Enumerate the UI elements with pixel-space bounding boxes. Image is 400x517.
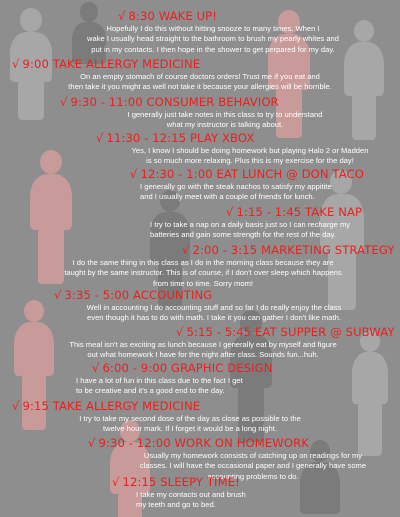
- schedule-text-allergy-evening: I try to take my second dose of the day as close as possible to the twelve hour mark. If I forget it would be a long night.: [79, 414, 301, 434]
- schedule-text-graphic-design: I have a lot of fun in this class due to the fact I get to be creative and it's a good end to the day.: [76, 376, 243, 396]
- checkmark-icon: √: [60, 95, 68, 109]
- schedule-text-supper: This meal isn't as exciting as lunch because I generally eat by myself and figure out what homework I have for the night after class. Sounds fun...huh.: [69, 340, 337, 360]
- checkmark-icon: √: [182, 243, 190, 257]
- schedule-heading-accounting: √ 3:35 - 5:00 ACCOUNTING: [54, 288, 213, 302]
- schedule-heading-graphic-design: √ 6:00 - 9:00 GRAPHIC DESIGN: [92, 361, 273, 375]
- schedule-heading-sleepy-time: √ 12:15 SLEEPY TIME!: [112, 475, 240, 489]
- checkmark-icon: √: [12, 399, 20, 413]
- checkmark-icon: √: [118, 9, 126, 23]
- checkmark-icon: √: [54, 288, 62, 302]
- schedule-text-sleepy-time: I take my contacts out and brush my teeth and go to bed.: [136, 490, 246, 510]
- schedule-text-lunch: I generally go with the steak nachos to satisfy my appitite and I usually meet with a couple of friends for lunch.: [140, 182, 332, 202]
- checkmark-icon: √: [176, 325, 184, 339]
- schedule-text-play-xbox: Yes, I know I should be doing homework but playing Halo 2 or Madden is so much more relaxing. Plus this is my exercise for the day!: [131, 146, 369, 166]
- checkmark-icon: √: [112, 475, 120, 489]
- schedule-text-wake-up: Hopefully I do this without hitting snooze to many times. When I wake I usually head straight to the bathroom to brush my pearly whites and put in my contacts. I then hope in the shower to get perpared for my day.: [87, 24, 339, 54]
- schedule-heading-allergy-evening: √ 9:15 TAKE ALLERGY MEDICINE: [12, 399, 201, 413]
- checkmark-icon: √: [226, 205, 234, 219]
- schedule-heading-lunch: √ 12:30 - 1:00 EAT LUNCH @ DON TACO: [130, 167, 364, 181]
- schedule-text-marketing: I do the same thing in this class as I do in the morning class because they are taught by the same instructor. This is of course, if I don't over sleep which happens from time to time. Sorry mom!: [64, 258, 342, 288]
- schedule-heading-play-xbox: √ 11:30 - 12:15 PLAY XBOX: [96, 131, 255, 145]
- schedule-heading-nap: √ 1:15 - 1:45 TAKE NAP: [226, 205, 363, 219]
- schedule-heading-wake-up: √ 8:30 WAKE UP!: [118, 9, 218, 23]
- schedule-heading-allergy-morning: √ 9:00 TAKE ALLERGY MEDICINE: [12, 57, 201, 71]
- schedule-heading-supper: √ 5:15 - 5:45 EAT SUPPER @ SUBWAY: [176, 325, 395, 339]
- schedule-text-allergy-morning: On an empty stomach of course doctors orders! Trust me if you eat and then take it you might as well not take it because your allergies will be horrible.: [68, 72, 332, 92]
- checkmark-icon: √: [96, 131, 104, 145]
- schedule-heading-consumer-behavior: √ 9:30 - 11:00 CONSUMER BEHAVIOR: [60, 95, 279, 109]
- schedule-text-nap: I try to take a nap on a daily basis just so I can recharge my batteries and gain some strength for the rest of the day.: [150, 220, 351, 240]
- checkmark-icon: √: [88, 436, 96, 450]
- schedule-text-accounting: Well in accounting I do accounting stuff and so far I do really enjoy the class even though it has to do with math. I take it you can gather I don't like math.: [86, 303, 342, 323]
- schedule-text-homework: Usually my homework consists of catching up on readings for my classes. I will have the occasional paper and I generally have some accounting problems to do.: [139, 451, 367, 481]
- checkmark-icon: √: [92, 361, 100, 375]
- schedule-heading-homework: √ 9:30 - 12:00 WORK ON HOMEWORK: [88, 436, 309, 450]
- schedule-text-consumer-behavior: I generally just take notes in this class to try to understand what my instructor is talking about.: [127, 110, 323, 130]
- checkmark-icon: √: [130, 167, 138, 181]
- schedule-heading-marketing: √ 2:00 - 3:15 MARKETING STRATEGY: [182, 243, 395, 257]
- checkmark-icon: √: [12, 57, 20, 71]
